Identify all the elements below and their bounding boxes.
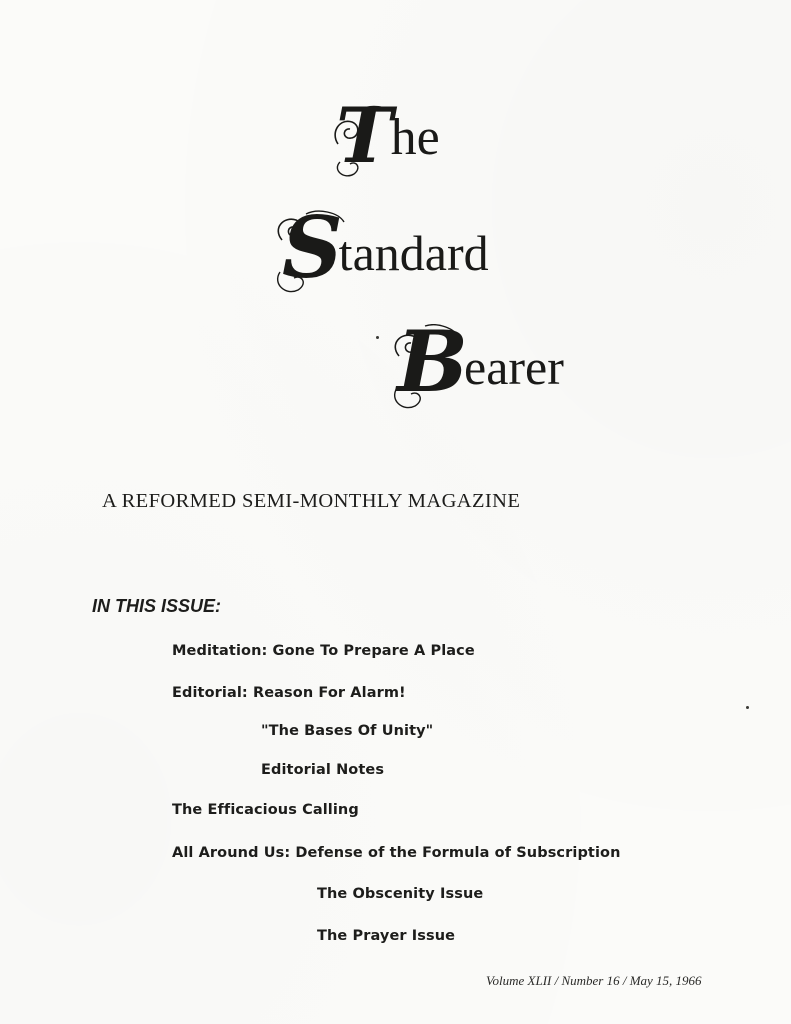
ornate-initial-b (397, 312, 468, 411)
ornate-initial-t (336, 91, 393, 180)
masthead-line-the (336, 91, 440, 180)
in-this-issue-heading: IN THIS ISSUE: (92, 596, 222, 616)
magazine-subtitle: A REFORMED SEMI-MONTHLY MAGAZINE (102, 490, 521, 512)
print-speck (376, 336, 379, 339)
masthead-line-standard (282, 198, 489, 297)
toc-item-meditation: Meditation: Gone To Prepare A Place (172, 643, 475, 659)
masthead-line-bearer (397, 312, 564, 411)
toc-item-editorial-notes: Editorial Notes (261, 762, 385, 778)
print-speck (746, 706, 749, 709)
initial-s-text: S (282, 198, 343, 297)
masthead-standard-rest: tandard (338, 225, 489, 281)
toc-item-editorial: Editorial: Reason For Alarm! (172, 685, 406, 701)
ornate-initial-s (282, 198, 343, 297)
toc-item-prayer-issue: The Prayer Issue (317, 928, 456, 944)
masthead-the-rest: he (390, 109, 440, 166)
initial-b-text: B (397, 312, 468, 411)
initial-t-text: T (336, 91, 393, 180)
toc-item-bases-of-unity: "The Bases Of Unity" (261, 723, 434, 739)
toc-item-all-around-us: All Around Us: Defense of the Formula of Subscription (172, 845, 621, 861)
volume-issue-date: Volume XLII / Number 16 / May 15, 1966 (486, 973, 702, 988)
toc-item-obscenity-issue: The Obscenity Issue (317, 886, 484, 902)
masthead-bearer-rest: earer (464, 339, 564, 395)
toc-item-efficacious-calling: The Efficacious Calling (172, 802, 359, 818)
